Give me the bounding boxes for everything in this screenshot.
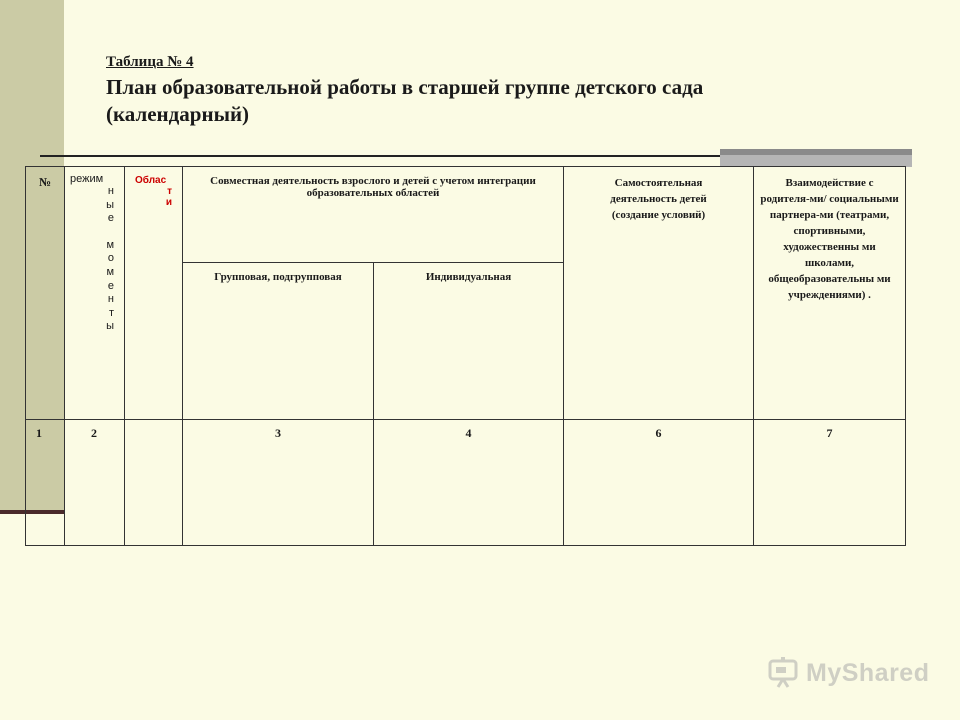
index-cell: 3 xyxy=(183,419,374,545)
index-cell: 7 xyxy=(754,419,906,545)
plan-table xyxy=(25,166,906,546)
regime-char: м xyxy=(106,265,114,278)
regime-char: о xyxy=(107,252,114,265)
index-cell xyxy=(125,419,183,545)
slide-title xyxy=(106,74,786,128)
header-joint-activity-label: Совместная деятельность взрослого и детей с учетом интеграции образовательных областей xyxy=(210,175,536,199)
header-individual-label: Индивидуальная xyxy=(425,271,512,284)
right-decor-strip xyxy=(720,149,912,167)
header-number xyxy=(26,167,65,420)
header-interaction-label: Взаимодействие с родителя-ми/ социальными партнера-ми (театрами, спортивными, художественны ми школами, общеобразовательны ми учреждениями) . xyxy=(760,177,899,301)
header-group-label: Групповая, подгрупповая xyxy=(214,271,342,284)
table-caption: Таблица № 4 xyxy=(106,54,194,70)
regime-char: е xyxy=(107,279,114,292)
header-joint-activity xyxy=(183,167,564,263)
index-cell: 4 xyxy=(374,419,564,545)
regime-char: н xyxy=(107,293,114,306)
watermark-text: MyShared xyxy=(806,658,930,687)
regime-char: т xyxy=(108,306,114,319)
header-regime-top: режим xyxy=(70,173,104,185)
index-cell: 1 xyxy=(26,419,65,545)
header-regime xyxy=(65,167,125,420)
area-char: и xyxy=(165,197,172,208)
index-cell: 6 xyxy=(564,419,754,545)
header-independent-activity xyxy=(564,167,754,420)
title-divider xyxy=(40,155,740,157)
index-cell: 2 xyxy=(65,419,125,545)
header-area xyxy=(125,167,183,420)
header-group xyxy=(183,263,374,419)
regime-gap xyxy=(69,226,114,239)
header-number-label: № xyxy=(38,175,52,189)
regime-char: ы xyxy=(106,198,114,211)
title-line-1: План образовательной работы в старшей группе детского сада xyxy=(106,75,704,99)
regime-char: е xyxy=(107,212,114,225)
header-regime-vertical xyxy=(69,185,120,334)
regime-char: н xyxy=(107,185,114,197)
header-area-top: Облас xyxy=(135,175,167,186)
header-interaction xyxy=(754,167,906,420)
header-area-vertical xyxy=(135,186,178,208)
regime-char: м xyxy=(106,238,114,251)
header-individual xyxy=(374,263,564,419)
watermark xyxy=(768,657,929,689)
index-row xyxy=(26,419,906,545)
header-independent-label: Самостоятельная деятельность детей (создание условий) xyxy=(610,177,707,221)
presentation-board-icon xyxy=(768,657,802,689)
area-char: т xyxy=(167,186,172,197)
regime-char: ы xyxy=(106,320,114,333)
title-line-2: (календарный) xyxy=(106,102,250,126)
